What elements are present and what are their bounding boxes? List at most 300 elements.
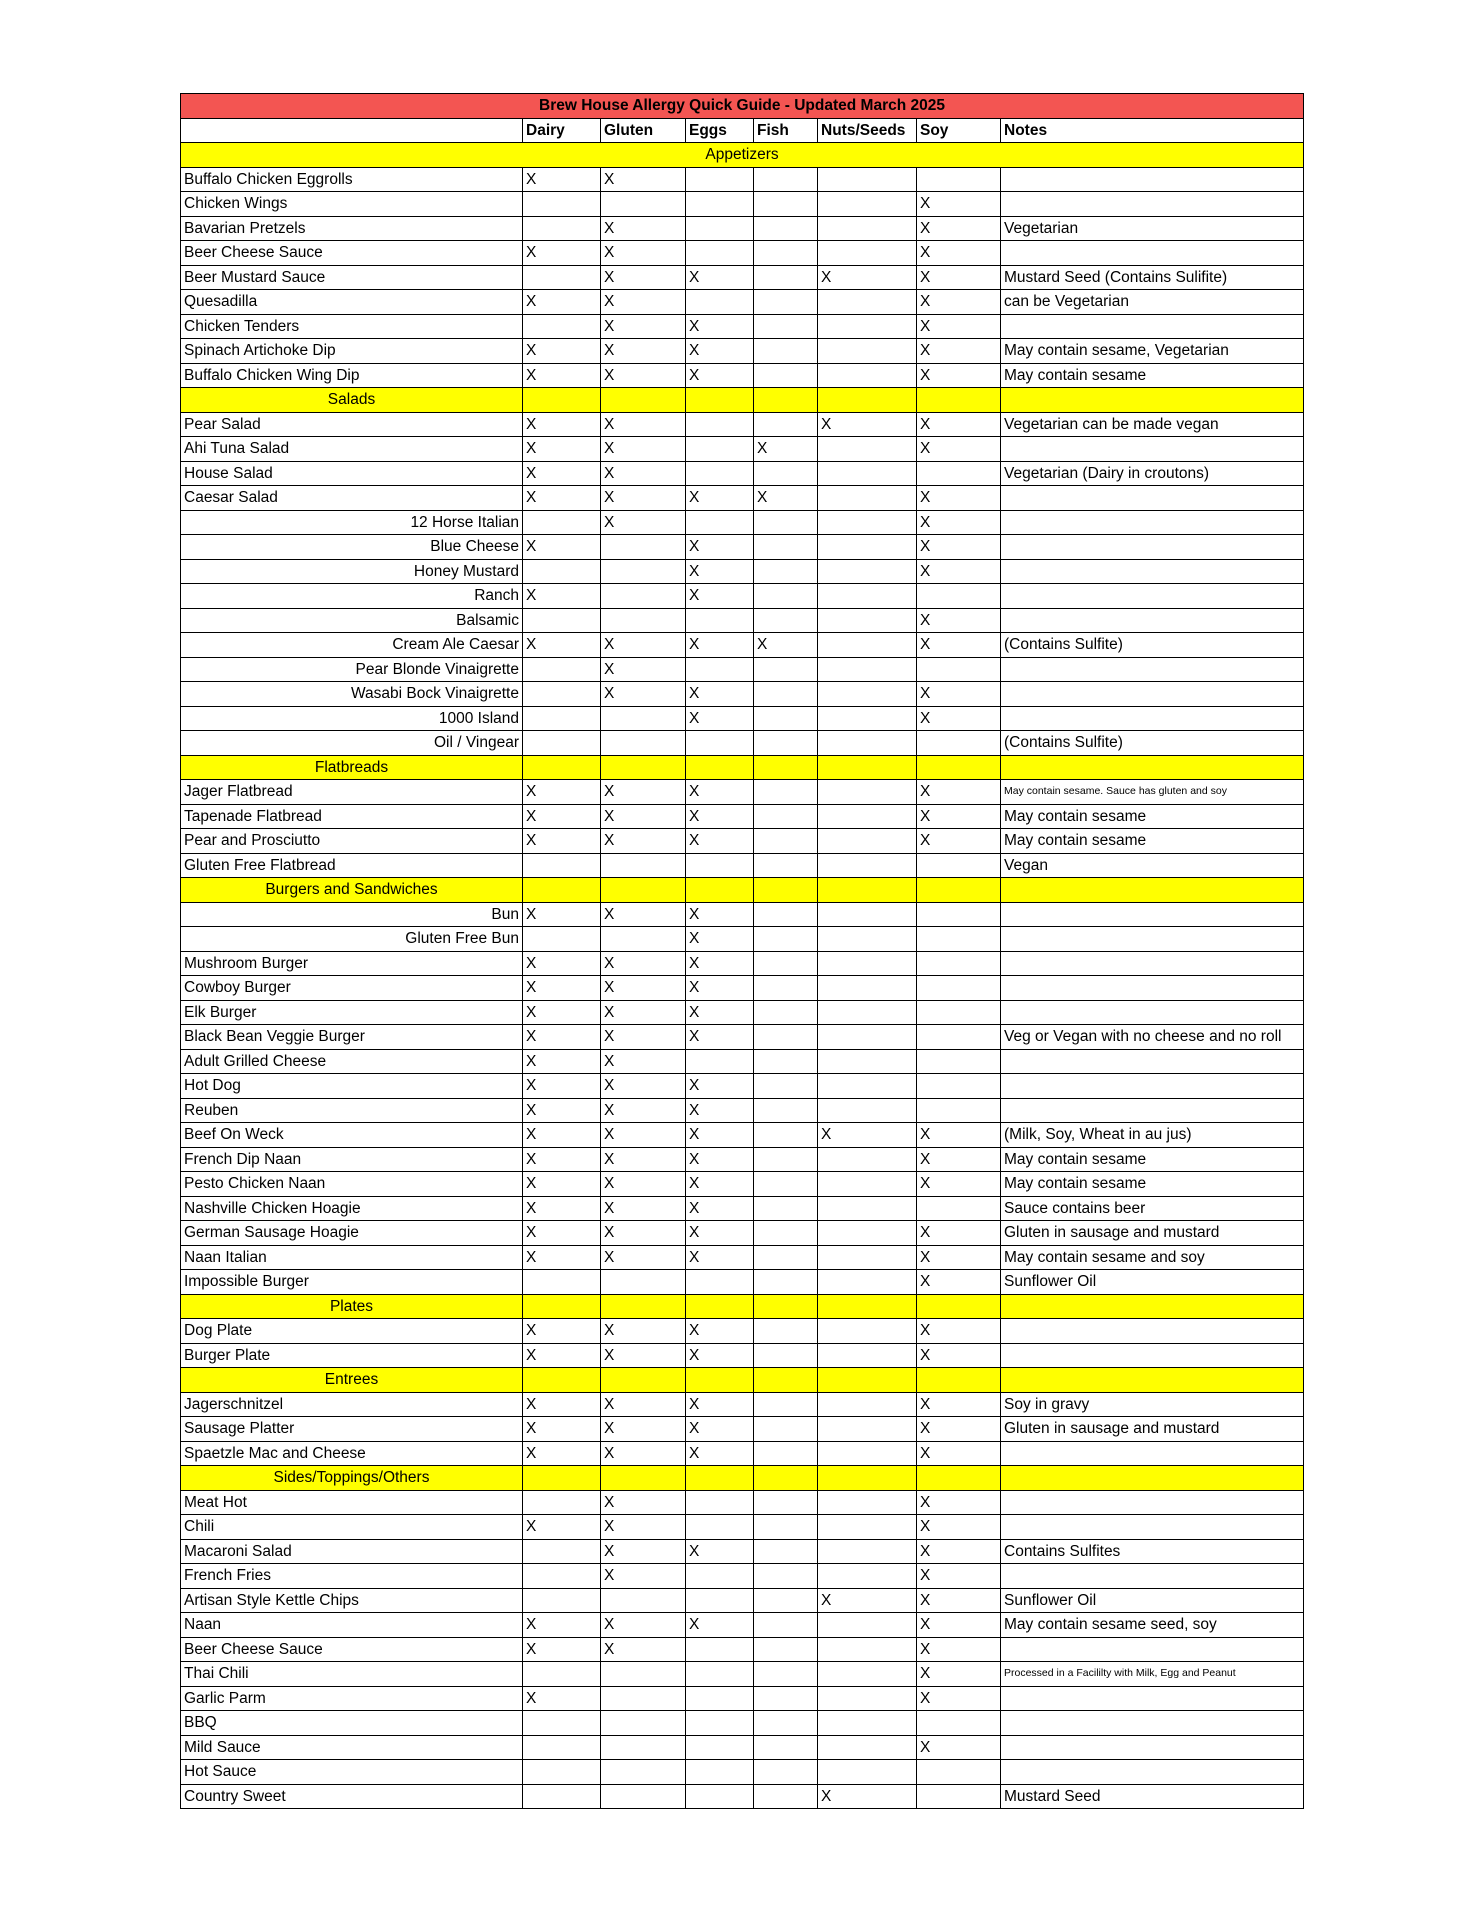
allergen-mark (754, 1196, 818, 1221)
allergen-mark (686, 461, 754, 486)
table-row (181, 1662, 1304, 1687)
table-row (181, 437, 1304, 462)
allergen-mark: X (917, 1735, 1001, 1760)
allergen-mark (754, 461, 818, 486)
item-name: Ahi Tuna Salad (181, 437, 523, 462)
allergen-mark: X (686, 927, 754, 952)
header-item (181, 118, 523, 143)
allergen-mark: X (917, 314, 1001, 339)
allergen-mark: X (601, 1564, 686, 1589)
section-cell (917, 1294, 1001, 1319)
allergen-mark: X (686, 363, 754, 388)
allergy-table (180, 93, 1304, 1809)
allergen-mark (818, 1613, 917, 1638)
section-row (181, 143, 1304, 168)
allergen-mark (523, 559, 601, 584)
item-name: Reuben (181, 1098, 523, 1123)
allergen-mark (686, 1270, 754, 1295)
allergen-mark: X (686, 314, 754, 339)
table-row (181, 1564, 1304, 1589)
allergen-mark: X (686, 265, 754, 290)
allergen-mark (754, 1123, 818, 1148)
item-notes (1001, 951, 1304, 976)
allergen-mark: X (917, 1613, 1001, 1638)
item-name: Balsamic (181, 608, 523, 633)
allergen-mark: X (686, 1343, 754, 1368)
allergen-mark: X (601, 780, 686, 805)
allergen-mark (754, 1049, 818, 1074)
section-cell (523, 1466, 601, 1491)
allergen-mark (818, 1637, 917, 1662)
item-notes: Sunflower Oil (1001, 1588, 1304, 1613)
section-cell (818, 755, 917, 780)
allergen-mark (754, 608, 818, 633)
item-notes: Veg or Vegan with no cheese and no roll (1001, 1025, 1304, 1050)
allergen-mark (601, 1735, 686, 1760)
allergen-mark (754, 363, 818, 388)
allergen-mark: X (523, 1245, 601, 1270)
allergen-mark (917, 167, 1001, 192)
section-label: Flatbreads (181, 755, 523, 780)
allergen-mark (818, 1662, 917, 1687)
header-fish: Fish (754, 118, 818, 143)
allergen-mark: X (917, 1147, 1001, 1172)
item-name: Mild Sauce (181, 1735, 523, 1760)
allergen-mark (754, 731, 818, 756)
allergen-mark (686, 1564, 754, 1589)
table-row (181, 1270, 1304, 1295)
allergen-mark: X (686, 1441, 754, 1466)
allergen-mark (818, 1147, 917, 1172)
allergen-mark: X (523, 486, 601, 511)
table-row (181, 608, 1304, 633)
allergen-mark (601, 1784, 686, 1809)
allergen-mark: X (523, 1637, 601, 1662)
allergen-mark (754, 804, 818, 829)
item-name: Impossible Burger (181, 1270, 523, 1295)
allergen-mark (754, 216, 818, 241)
allergen-mark: X (686, 1613, 754, 1638)
allergen-mark (754, 1539, 818, 1564)
allergen-mark (818, 461, 917, 486)
allergen-mark: X (686, 1319, 754, 1344)
allergen-mark (754, 902, 818, 927)
allergen-mark (818, 927, 917, 952)
allergen-mark (754, 1735, 818, 1760)
section-cell (686, 755, 754, 780)
allergen-mark: X (523, 461, 601, 486)
item-notes (1001, 314, 1304, 339)
allergen-mark: X (686, 1074, 754, 1099)
allergen-mark: X (917, 1245, 1001, 1270)
allergen-mark (523, 216, 601, 241)
allergen-mark (523, 1490, 601, 1515)
section-cell (1001, 878, 1304, 903)
allergen-mark (601, 1760, 686, 1785)
allergen-mark: X (601, 167, 686, 192)
section-cell (917, 1368, 1001, 1393)
item-name: Burger Plate (181, 1343, 523, 1368)
allergen-mark (818, 216, 917, 241)
section-label: Entrees (181, 1368, 523, 1393)
table-row (181, 1539, 1304, 1564)
table-row (181, 1245, 1304, 1270)
allergen-mark (818, 1735, 917, 1760)
allergen-mark (754, 1319, 818, 1344)
item-name: Pear Blonde Vinaigrette (181, 657, 523, 682)
allergen-mark: X (523, 633, 601, 658)
allergen-mark: X (686, 633, 754, 658)
section-row (181, 1466, 1304, 1491)
page-title: Brew House Allergy Quick Guide - Updated March 2025 (181, 94, 1304, 119)
allergen-mark (818, 951, 917, 976)
allergen-mark: X (601, 976, 686, 1001)
item-name: Hot Sauce (181, 1760, 523, 1785)
allergen-mark (818, 1441, 917, 1466)
allergen-mark (601, 559, 686, 584)
item-notes (1001, 437, 1304, 462)
allergen-mark: X (523, 804, 601, 829)
item-notes (1001, 1564, 1304, 1589)
section-cell (523, 1294, 601, 1319)
allergen-mark: X (523, 1392, 601, 1417)
item-notes (1001, 1000, 1304, 1025)
allergen-mark (523, 1564, 601, 1589)
allergen-mark (818, 657, 917, 682)
allergen-mark (754, 412, 818, 437)
allergen-mark (686, 1049, 754, 1074)
allergen-mark: X (686, 1147, 754, 1172)
allergen-mark: X (601, 216, 686, 241)
allergen-mark: X (601, 1417, 686, 1442)
allergen-mark (686, 412, 754, 437)
allergen-mark (523, 706, 601, 731)
section-cell (601, 878, 686, 903)
item-name: Buffalo Chicken Wing Dip (181, 363, 523, 388)
allergen-mark (686, 167, 754, 192)
allergen-mark (917, 1784, 1001, 1809)
item-name: Nashville Chicken Hoagie (181, 1196, 523, 1221)
allergen-mark: X (917, 535, 1001, 560)
table-row (181, 1784, 1304, 1809)
allergen-mark: X (523, 363, 601, 388)
allergen-mark (818, 559, 917, 584)
table-row (181, 412, 1304, 437)
allergen-mark: X (601, 1196, 686, 1221)
allergen-mark (523, 1784, 601, 1809)
item-notes (1001, 682, 1304, 707)
item-notes: May contain sesame (1001, 363, 1304, 388)
allergen-mark: X (523, 412, 601, 437)
allergen-mark (818, 682, 917, 707)
allergen-mark (818, 241, 917, 266)
allergen-mark (818, 1564, 917, 1589)
allergen-mark: X (686, 1417, 754, 1442)
allergen-mark (523, 657, 601, 682)
allergen-mark (754, 1098, 818, 1123)
item-name: Gluten Free Bun (181, 927, 523, 952)
allergen-mark (818, 167, 917, 192)
allergen-mark (601, 853, 686, 878)
section-cell (818, 1466, 917, 1491)
allergen-mark: X (601, 804, 686, 829)
section-cell (754, 1466, 818, 1491)
allergen-mark (917, 902, 1001, 927)
allergen-mark (601, 192, 686, 217)
table-row (181, 1098, 1304, 1123)
allergen-mark: X (917, 706, 1001, 731)
allergen-mark: X (686, 1245, 754, 1270)
allergen-mark (754, 265, 818, 290)
item-name: Oil / Vingear (181, 731, 523, 756)
allergen-mark: X (686, 1539, 754, 1564)
item-name: Beer Mustard Sauce (181, 265, 523, 290)
table-row (181, 682, 1304, 707)
table-row (181, 706, 1304, 731)
item-name: French Dip Naan (181, 1147, 523, 1172)
allergen-mark (917, 1196, 1001, 1221)
section-cell (1001, 1294, 1304, 1319)
allergen-mark: X (917, 1123, 1001, 1148)
item-name: Jagerschnitzel (181, 1392, 523, 1417)
section-cell (601, 755, 686, 780)
section-cell (686, 388, 754, 413)
item-notes (1001, 1049, 1304, 1074)
allergen-mark (686, 1784, 754, 1809)
table-row (181, 167, 1304, 192)
section-cell (754, 388, 818, 413)
allergen-mark: X (601, 363, 686, 388)
allergen-mark: X (686, 486, 754, 511)
item-name: Cream Ale Caesar (181, 633, 523, 658)
allergen-mark: X (917, 216, 1001, 241)
item-name: Gluten Free Flatbread (181, 853, 523, 878)
allergen-mark: X (523, 1613, 601, 1638)
item-notes: May contain sesame (1001, 804, 1304, 829)
table-row (181, 1074, 1304, 1099)
allergen-mark (917, 1098, 1001, 1123)
table-row (181, 559, 1304, 584)
table-row (181, 1637, 1304, 1662)
allergen-mark: X (917, 241, 1001, 266)
allergen-mark: X (523, 780, 601, 805)
section-cell (754, 1294, 818, 1319)
allergen-mark: X (523, 1074, 601, 1099)
allergen-mark (754, 1025, 818, 1050)
item-notes: May contain sesame (1001, 1147, 1304, 1172)
item-notes (1001, 1735, 1304, 1760)
allergen-mark: X (523, 902, 601, 927)
allergen-mark (754, 1392, 818, 1417)
item-notes (1001, 706, 1304, 731)
allergen-mark: X (601, 1025, 686, 1050)
allergen-mark (686, 608, 754, 633)
table-row (181, 1613, 1304, 1638)
allergen-mark: X (523, 584, 601, 609)
item-notes (1001, 1637, 1304, 1662)
allergen-mark: X (523, 167, 601, 192)
allergen-mark: X (917, 486, 1001, 511)
item-name: Ranch (181, 584, 523, 609)
allergen-mark: X (686, 1123, 754, 1148)
item-name: Caesar Salad (181, 486, 523, 511)
item-name: Elk Burger (181, 1000, 523, 1025)
allergen-mark: X (601, 1098, 686, 1123)
allergen-mark (754, 1074, 818, 1099)
allergen-mark (523, 1539, 601, 1564)
allergen-mark (917, 657, 1001, 682)
item-notes: Processed in a Facililty with Milk, Egg and Peanut (1001, 1662, 1304, 1687)
allergen-mark: X (917, 1417, 1001, 1442)
item-name: Meat Hot (181, 1490, 523, 1515)
table-row (181, 535, 1304, 560)
section-cell (601, 1368, 686, 1393)
allergen-mark (523, 608, 601, 633)
section-cell (754, 755, 818, 780)
item-notes (1001, 927, 1304, 952)
allergen-mark (818, 1074, 917, 1099)
table-row (181, 1123, 1304, 1148)
allergen-mark (754, 1760, 818, 1785)
allergen-mark (754, 241, 818, 266)
allergen-mark (523, 1588, 601, 1613)
allergen-mark: X (601, 657, 686, 682)
table-row (181, 363, 1304, 388)
item-notes (1001, 1515, 1304, 1540)
allergen-mark (754, 951, 818, 976)
allergen-mark (754, 339, 818, 364)
item-notes: (Contains Sulfite) (1001, 731, 1304, 756)
item-name: Beef On Weck (181, 1123, 523, 1148)
table-row (181, 584, 1304, 609)
item-name: Macaroni Salad (181, 1539, 523, 1564)
table-row (181, 1000, 1304, 1025)
section-cell (917, 878, 1001, 903)
allergen-mark: X (686, 976, 754, 1001)
table-row (181, 461, 1304, 486)
allergen-mark (686, 1515, 754, 1540)
allergen-mark: X (917, 1490, 1001, 1515)
allergen-mark: X (917, 780, 1001, 805)
item-notes (1001, 1343, 1304, 1368)
allergen-mark: X (601, 510, 686, 535)
allergen-mark: X (917, 1343, 1001, 1368)
table-row (181, 1515, 1304, 1540)
item-notes (1001, 1074, 1304, 1099)
allergen-mark (917, 1760, 1001, 1785)
allergen-mark (754, 1490, 818, 1515)
allergen-mark (818, 1319, 917, 1344)
allergen-mark: X (523, 535, 601, 560)
section-cell (523, 755, 601, 780)
allergen-mark: X (754, 486, 818, 511)
allergen-mark: X (917, 1319, 1001, 1344)
section-label: Plates (181, 1294, 523, 1319)
allergen-mark (754, 780, 818, 805)
allergen-mark: X (601, 437, 686, 462)
allergen-mark (754, 1147, 818, 1172)
allergen-mark: X (601, 1441, 686, 1466)
allergen-mark (523, 1662, 601, 1687)
allergen-mark (917, 1025, 1001, 1050)
allergen-mark: X (917, 339, 1001, 364)
allergen-mark (754, 510, 818, 535)
allergen-mark (754, 1711, 818, 1736)
allergen-mark: X (917, 1564, 1001, 1589)
allergen-mark: X (917, 412, 1001, 437)
item-name: 12 Horse Italian (181, 510, 523, 535)
allergen-mark (754, 1613, 818, 1638)
allergen-mark (818, 437, 917, 462)
allergen-mark: X (818, 1588, 917, 1613)
item-notes: Mustard Seed (Contains Sulifite) (1001, 265, 1304, 290)
allergen-mark: X (686, 951, 754, 976)
item-name: Hot Dog (181, 1074, 523, 1099)
table-row (181, 339, 1304, 364)
item-name: Honey Mustard (181, 559, 523, 584)
allergen-mark: X (523, 1196, 601, 1221)
allergen-mark (818, 584, 917, 609)
item-notes (1001, 1686, 1304, 1711)
allergen-mark (523, 1270, 601, 1295)
item-name: Artisan Style Kettle Chips (181, 1588, 523, 1613)
allergen-mark (686, 657, 754, 682)
allergen-mark: X (686, 829, 754, 854)
table-row (181, 976, 1304, 1001)
allergen-mark: X (523, 1172, 601, 1197)
header-notes: Notes (1001, 118, 1304, 143)
allergen-mark (818, 1760, 917, 1785)
table-row (181, 192, 1304, 217)
item-name: Beer Cheese Sauce (181, 1637, 523, 1662)
item-name: Spaetzle Mac and Cheese (181, 1441, 523, 1466)
allergen-mark: X (917, 804, 1001, 829)
allergen-mark (818, 363, 917, 388)
allergen-mark: X (686, 1172, 754, 1197)
allergen-mark (818, 804, 917, 829)
allergen-mark (523, 927, 601, 952)
item-name: Naan Italian (181, 1245, 523, 1270)
item-name: Naan (181, 1613, 523, 1638)
allergen-mark: X (523, 1025, 601, 1050)
section-cell (686, 1466, 754, 1491)
allergen-mark (754, 927, 818, 952)
table-row (181, 1319, 1304, 1344)
item-name: House Salad (181, 461, 523, 486)
allergen-mark (754, 1662, 818, 1687)
allergen-mark (818, 486, 917, 511)
allergen-mark (754, 1343, 818, 1368)
allergen-mark (818, 1490, 917, 1515)
allergen-mark: X (686, 1392, 754, 1417)
allergen-mark (754, 1515, 818, 1540)
allergen-mark: X (917, 1172, 1001, 1197)
allergen-mark (686, 290, 754, 315)
item-notes: can be Vegetarian (1001, 290, 1304, 315)
allergen-mark: X (601, 339, 686, 364)
allergen-mark (686, 510, 754, 535)
allergen-mark: X (601, 412, 686, 437)
allergen-mark: X (686, 804, 754, 829)
item-name: Black Bean Veggie Burger (181, 1025, 523, 1050)
item-notes (1001, 584, 1304, 609)
section-cell (523, 388, 601, 413)
item-name: Spinach Artichoke Dip (181, 339, 523, 364)
section-cell (1001, 755, 1304, 780)
allergen-mark (754, 1441, 818, 1466)
allergen-mark (917, 731, 1001, 756)
item-notes (1001, 657, 1304, 682)
